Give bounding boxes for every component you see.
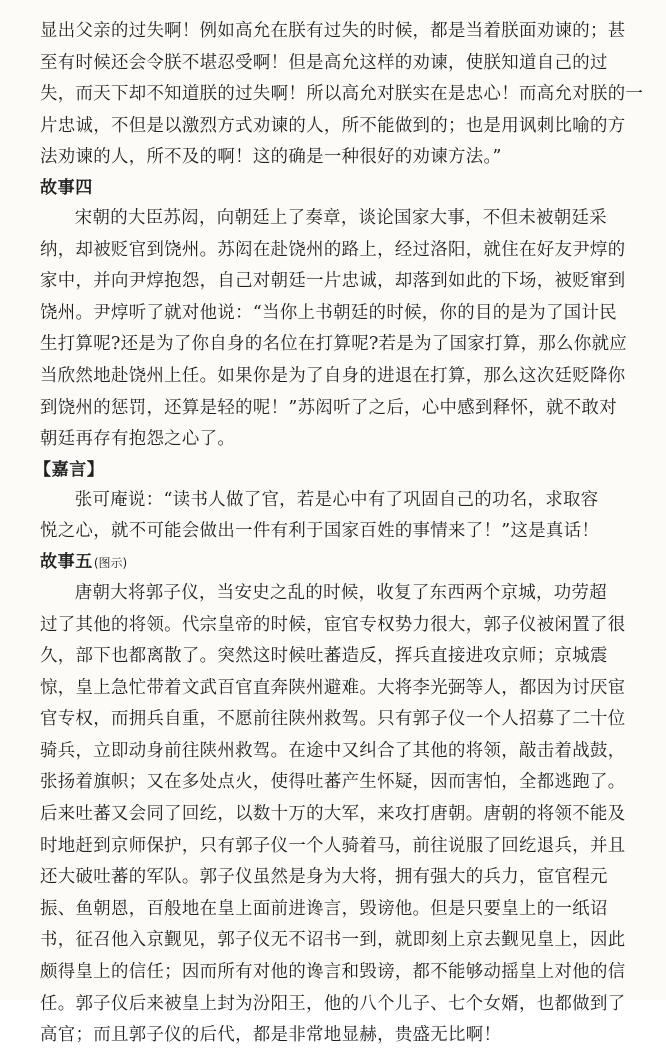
- heading-story-four: 故事四: [40, 177, 93, 198]
- illustration-note: (图示): [93, 555, 128, 570]
- paragraph-opening: 显出父亲的过失啊！例如高允在朕有过失的时候，都是当着朕面劝谏的；甚 至有时候还会令朕不堪忍受啊！但是高允这样的劝谏，使朕知道自己的过 失，而天下却不知道朕的过失啊！所以高允对朕实在是忠心！而高允对朕的一 片忠诚，不但是以激烈方式劝谏的人，所不能做到的；也是用讽刺比喻的方 法劝谏的人，所不及的啊！这的确是一种很好的劝谏方法。”: [40, 21, 644, 168]
- heading-jia-yan: 【嘉言】: [34, 459, 105, 480]
- paragraph-story-five: 唐朝大将郭子仪，当安史之乱的时候，收复了东西两个京城，功劳超 过了其他的将领。代宗皇帝的时候，宦官专权势力很大，郭子仪被闲置了很 久，部下也都离散了。突然这时候吐蕃造反，挥兵直接进攻京师；京城震 惊，皇上急忙带着文武百官直奔陕州避难。大将李光弼等人，都因为讨厌宦 官专权，而拥兵自重，不愿前往陕州救驾。只有郭子仪一个人招募了二十位 骑兵，立即动身前往陕州救驾。在途中又纠合了其他的将领，敲击着战鼓， 张扬着旗帜；又在多处点火，使得吐蕃产生怀疑，因而害怕，全都逃跑了。 后来吐蕃又会同了回纥，以数十万的大军，来攻打唐朝。唐朝的将领不能及 时地赶到京师保护，只有郭子仪一个人骑着马，前往说服了回纥退兵，并且 还大破吐蕃的军队。郭子仪虽然是身为大将，拥有强大的兵力，宦官程元 振、鱼朝恩，百般地在皇上面前进谗言，毁谤他。但是只要皇上的一纸诏 书，征召他入京觐见，郭子仪无不诏书一到，就即刻上京去觐见皇上，因此 颇得皇上的信任；因而所有对他的谗言和毁谤，都不能够动摇皇上对他的信 任。郭子仪后来被皇上封为汾阳王，他的八个儿子、七个女婿，也都做到了 高官；而且郭子仪的后代，都是非常地显赫，贵盛无比啊！: [40, 582, 626, 1046]
- heading-story-five: [40, 548, 644, 578]
- paragraph-story-four: 宋朝的大臣苏闳，向朝廷上了奏章，谈论国家大事，不但未被朝廷采 纳，却被贬官到饶州。苏闳在赴饶州的路上，经过洛阳，就住在好友尹焞的 家中，并向尹焞抱怨，自己对朝廷一片忠诚，却落到如此的下场，被贬窜到 饶州。尹焞听了就对他说：“当你上书朝廷的时候，你的目的是为了国计民 生打算呢?还是为了你自身的名位在打算呢?若是为了国家打算，那么你就应 当欣然地赴饶州上任。如果你是为了自身的进退在打算，那么这次廷贬降你 到饶州的惩罚，还算是轻的呢！”苏闳听了之后，心中感到释怀，就不敢对 朝廷再存有抱怨之心了。: [40, 207, 628, 450]
- paragraph-jia-yan: 张可庵说：“读书人做了官，若是心中有了巩固自己的功名，求取容 悦之心，就不可能会做出一件有利于国家百姓的事情来了！”这是真话！: [40, 489, 600, 542]
- heading-story-five-label: 故事五: [40, 551, 93, 572]
